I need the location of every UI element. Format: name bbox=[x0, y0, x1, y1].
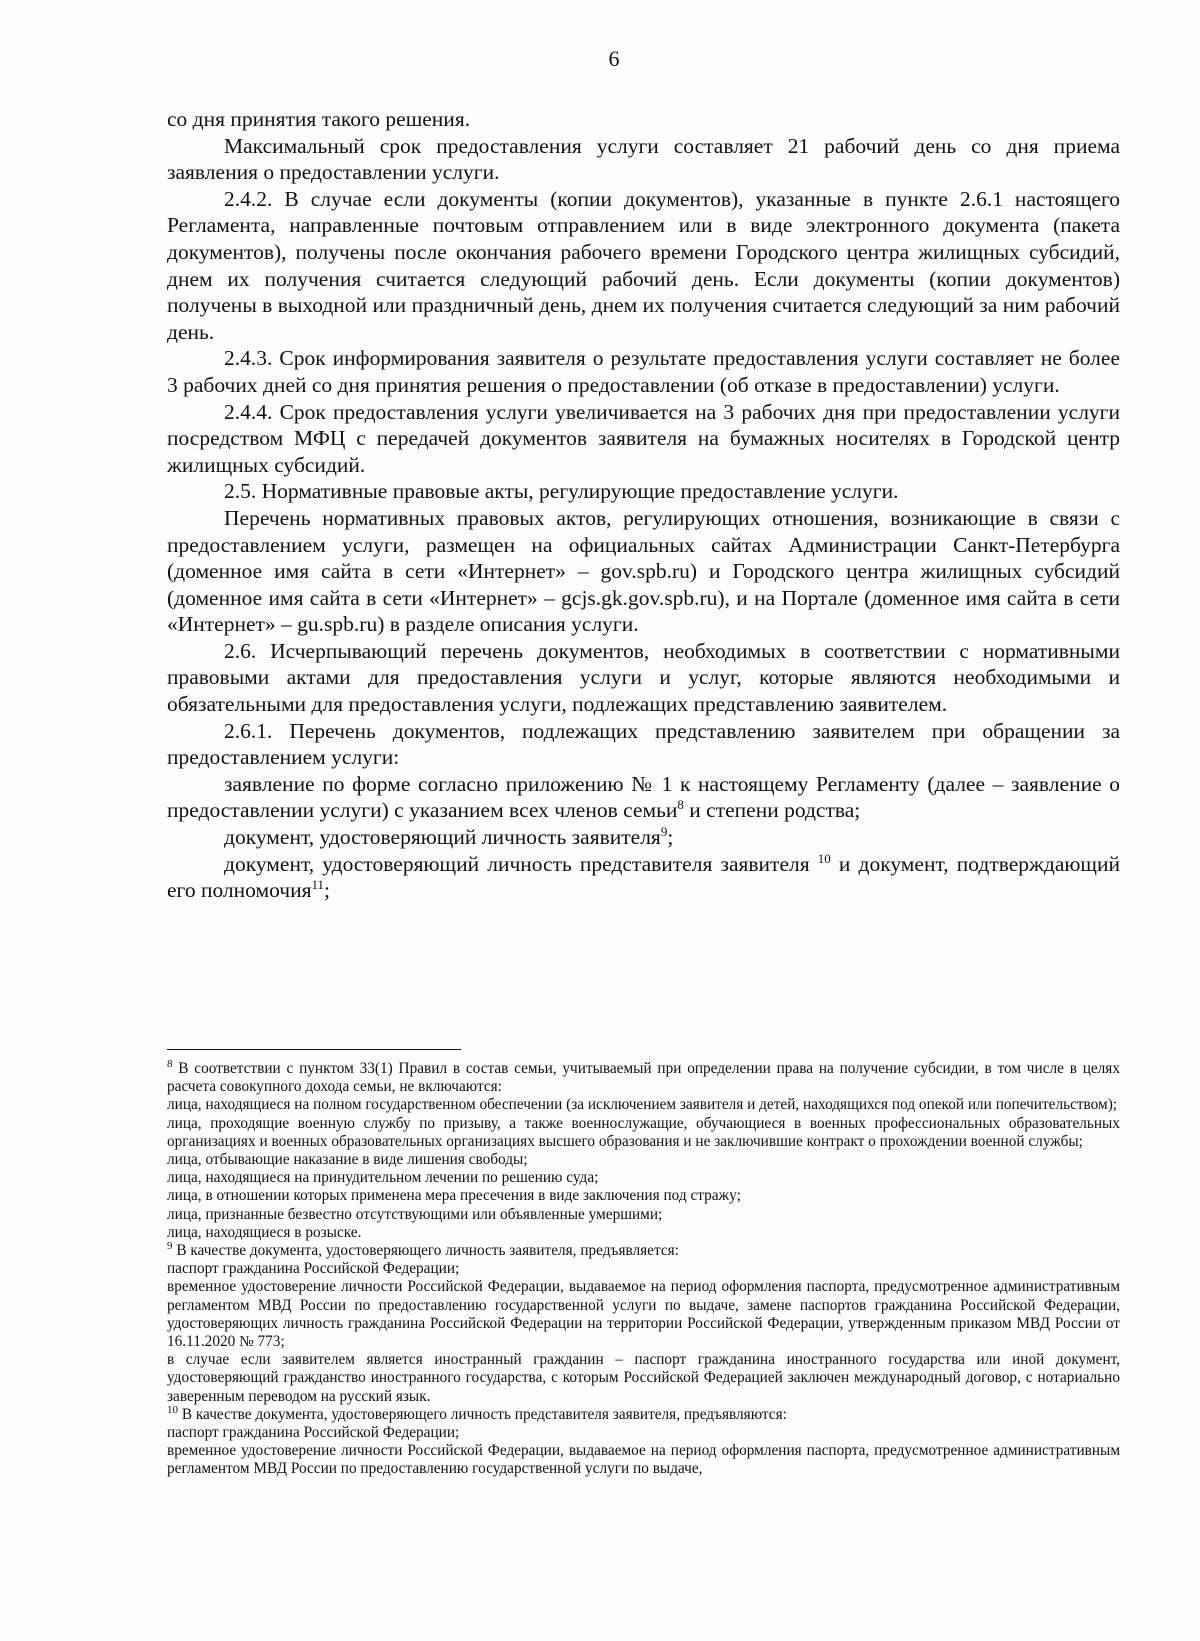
footnotes bbox=[167, 1057, 1120, 1479]
paragraph: 2.6.1. Перечень документов, подлежащих представлению заявителем при обращении за предоставлением услуги: bbox=[167, 718, 1120, 770]
footnote-text: В качестве документа, удостоверяющего личность представителя заявителя, предъявляются: bbox=[178, 1405, 787, 1423]
footnote-item: паспорт гражданина Российской Федерации; bbox=[167, 1424, 460, 1442]
paragraph: Максимальный срок предоставления услуги составляет 21 рабочий день со дня приема заявления о предоставлении услуги. bbox=[167, 133, 1120, 185]
list-item bbox=[167, 851, 1120, 904]
main-text bbox=[167, 106, 1120, 904]
footnote-ref-8: 8 bbox=[677, 797, 684, 813]
list-item bbox=[167, 824, 1120, 851]
paragraph: со дня принятия такого решения. bbox=[167, 107, 471, 131]
footnote-ref-9: 9 bbox=[660, 823, 668, 839]
list-item-text: и документ, подтверждающий его полномочия bbox=[167, 851, 1120, 903]
paragraph: 2.4.2. В случае если документы (копии документов), указанные в пункте 2.6.1 настоящего Регламента, направленные почтовым отправлением или в виде электронного документа (пакета документов), получены после окончания рабочего времени Городского центра жилищных субсидий, днем их получения считается следующий рабочий день. Если документы (копии документов) получены в выходной или праздничный день, днем их получения считается следующий за ним рабочий день. bbox=[167, 186, 1120, 344]
section-heading: 2.5. Нормативные правовые акты, регулирующие предоставление услуги. bbox=[224, 479, 899, 504]
footnote-ref-10: 10 bbox=[817, 850, 831, 866]
footnote-ref-11: 11 bbox=[311, 877, 325, 893]
footnote-mark: 8 bbox=[167, 1057, 173, 1070]
list-item bbox=[167, 771, 1120, 824]
footnote-item: лица, проходящие военную службу по призыву, а также военнослужащие, обучающиеся в военных профессиональных образовательных организациях и военных образовательных организациях высшего образования и не заключившие контракт о прохождении военной службы; bbox=[167, 1114, 1120, 1150]
footnote-item: лица, отбывающие наказание в виде лишения свободы; bbox=[167, 1151, 528, 1169]
footnote-item: паспорт гражданина Российской Федерации; bbox=[167, 1260, 460, 1278]
footnote-item: лица, находящиеся на полном государственном обеспечении (за исключением заявителя и детей, находящихся под опекой или попечительством); bbox=[167, 1096, 1118, 1114]
footnote-item: временное удостоверение личности Российской Федерации, выдаваемое на период оформления паспорта, предусмотренное административным регламентом МВД России по предоставлению государственной услуги по выдаче, замене паспортов гражданина Российской Федерации, удостоверяющих личность гражданина Российской Федерации на территории Российской Федерации, утвержденным приказом МВД России от 16.11.2020 № 773; bbox=[167, 1278, 1120, 1351]
page-number: 6 bbox=[608, 46, 620, 71]
section-heading: 2.6. Исчерпывающий перечень документов, необходимых в соответствии с нормативными правовыми актами для предоставления услуги и услуг, которые являются необходимыми и обязательными для предоставления услуги, подлежащих представлению заявителем. bbox=[167, 638, 1120, 717]
footnote-item: лица, признанные безвестно отсутствующими или объявленные умершими; bbox=[167, 1205, 663, 1223]
list-item-text: заявление по форме согласно приложению № 1 к настоящему Регламенту (далее – заявление о предоставлении услуги) с указанием всех членов семьи bbox=[167, 771, 1120, 823]
list-item-text: ; bbox=[667, 825, 674, 850]
footnote-item: в случае если заявителем является иностранный гражданин – паспорт гражданина иностранного государства или иной документ, удостоверяющий гражданство иностранного государства, с которым Российской Федерацией заключен международный договор, с нотариально заверенным переводом на русский язык. bbox=[167, 1351, 1120, 1405]
list-item-text: документ, удостоверяющий личность заявителя bbox=[224, 825, 661, 850]
footnote-item: лица, находящиеся на принудительном лечении по решению суда; bbox=[167, 1169, 599, 1187]
footnote-mark: 10 bbox=[167, 1403, 178, 1416]
footnote-item: лица, в отношении которых применена мера пресечения в виде заключения под стражу; bbox=[167, 1187, 741, 1205]
list-item-text: и степени родства; bbox=[683, 798, 861, 823]
paragraph: Перечень нормативных правовых актов, регулирующих отношения, возникающие в связи с предоставлением услуги, размещен на официальных сайтах Администрации Санкт-Петербурга (доменное имя сайта в сети «Интернет» – gov.spb.ru) и Городского центра жилищных субсидий (доменное имя сайта в сети «Интернет» – gcjs.gk.gov.spb.ru), и на Портале (доменное имя сайта в сети «Интернет» – gu.spb.ru) в разделе описания услуги. bbox=[167, 505, 1120, 637]
footnote-text: В качестве документа, удостоверяющего личность заявителя, предъявляется: bbox=[172, 1242, 679, 1260]
list-item-text: ; bbox=[324, 878, 331, 903]
footnote-item: лица, находящиеся в розыске. bbox=[167, 1223, 362, 1241]
footnote-9 bbox=[167, 1239, 1120, 1260]
paragraph: 2.4.4. Срок предоставления услуги увеличивается на 3 рабочих дня при предоставлении услуги посредством МФЦ с передачей документов заявителя на бумажных носителях в Городской центр жилищных субсидий. bbox=[167, 399, 1120, 477]
footnote-10 bbox=[167, 1403, 1120, 1424]
footnote-mark: 9 bbox=[167, 1239, 173, 1252]
list-item-text: документ, удостоверяющий личность представителя заявителя bbox=[224, 851, 818, 876]
footnote-item: временное удостоверение личности Российской Федерации, выдаваемое на период оформления паспорта, предусмотренное административным регламентом МВД России по предоставлению государственной услуги по выдаче, bbox=[167, 1442, 1120, 1478]
footnote-text: В соответствии с пунктом 33(1) Правил в состав семьи, учитываемый при определении права на получение субсидии, в том числе в целях расчета совокупного дохода семьи, не включаются: bbox=[167, 1060, 1120, 1096]
footnote-separator bbox=[167, 1049, 461, 1050]
footnote-8 bbox=[167, 1057, 1120, 1096]
paragraph: 2.4.3. Срок информирования заявителя о результате предоставления услуги составляет не более 3 рабочих дней со дня принятия решения о предоставлении (об отказе в предоставлении) услуги. bbox=[167, 346, 1120, 397]
